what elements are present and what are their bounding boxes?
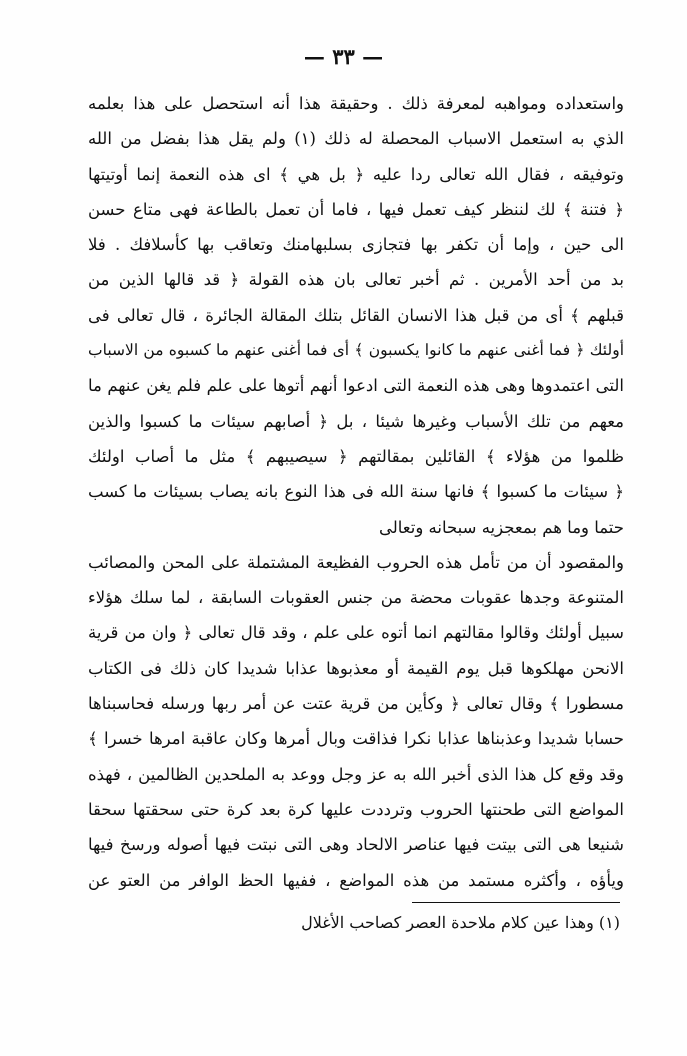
- text-line: التى اعتمدوها وهى هذه النعمة التى ادعوا أنهم أتوها على علم فلم يغن عنهم ما: [88, 376, 624, 396]
- text-line: المواضع التى طحنتها الحروب وترددت عليها كرة بعد كرة حتى سحقتها سحقا: [88, 799, 624, 819]
- text-line: بد من أحد الأمرين . ثم أخبر تعالى بان هذه القولة ﴿ قد قالها الذين من: [88, 270, 624, 290]
- page-number: — ٣٣ —: [303, 44, 384, 69]
- text-line: الانحن مهلكوها قبل يوم القيمة أو معذبوها عذابا شديدا كان ذلك فى الكتاب: [88, 658, 624, 678]
- text-line: سبيل أولئك وقالوا مقالتهم انما أتوه على علم ، وقد قال تعالى ﴿ وان من قرية: [88, 623, 624, 643]
- text-line: حتما وما هم بمعجزيه سبحانه وتعالى: [378, 517, 624, 537]
- text-line: والمقصود أن من تأمل هذه الحروب الفظيعة المشتملة على المحن والمصائب: [88, 552, 624, 572]
- footnote: (١) وهذا عين كلام ملاحدة العصر كصاحب الأغلال: [301, 913, 620, 932]
- text-line: وتوفيقه ، فقال الله تعالى ردا عليه ﴿ بل هي ﴾ اى هذه النعمة إنما أوتيتها: [88, 164, 624, 184]
- text-line: الذي به استعمل الاسباب المحصلة له ذلك (١) ولم يقل هذا بفضل من الله: [88, 129, 624, 149]
- text-line: حسابا شديدا وعذبناها عذابا نكرا فذاقت وبال أمرها وكان عاقبة امرها خسرا ﴾: [88, 729, 624, 749]
- text-line: ﴿ فتنة ﴾ لك لننظر كيف تعمل فيها ، فاما أن تعمل بالطاعة فهى متاع حسن: [88, 199, 624, 219]
- text-line: قبلهم ﴾ أى من قبل هذا الانسان القائل بتلك المقالة الجائرة ، قال تعالى فى: [88, 305, 624, 325]
- footnote-divider: [412, 902, 620, 903]
- text-line: شنيعا هى التى بيتت فيها عناصر الالحاد وهى التى نبتت فيها أصوله ورسخ فيها: [88, 835, 624, 855]
- text-line: الى حين ، وإما أن تكفر بها فتجازى بسلبهامنك وتعاقب بها كأسلافك . فلا: [88, 235, 624, 255]
- body-text: [88, 86, 624, 898]
- text-line: ويأؤه ، وأكثره مستمد من هذه المواضع ، ففيها الحظ الوافر من العتو عن: [88, 870, 624, 890]
- text-line: معهم من تلك الأسباب وغيرها شيئا ، بل ﴿ أصابهم سيئات ما كسبوا والذين: [88, 411, 624, 431]
- text-line: ﴿ سيئات ما كسبوا ﴾ فانها سنة الله فى هذا النوع بانه يصاب بسيئات ما كسب: [88, 482, 624, 502]
- text-line: المتنوعة وجدها عقوبات محضة من جنس العقوبات السابقة ، لما سلك هؤلاء: [88, 588, 624, 608]
- text-line: وقد وقع كل هذا الذى أخبر الله به عز وجل ووعد به الملحدين الظالمين ، فهذه: [88, 764, 624, 784]
- text-line: واستعداده ومواهبه لمعرفة ذلك . وحقيقة هذا أنه استحصل على هذا بعلمه: [88, 94, 624, 113]
- text-line: أولئك ﴿ فما أغنى عنهم ما كانوا يكسبون ﴾ أى فما أغنى عنهم ما كسبوه من الاسباب: [88, 341, 624, 360]
- text-line: ظلموا من هؤلاء ﴾ القائلين بمقالتهم ﴿ سيصيبهم ﴾ مثل ما أصاب اولئك: [88, 446, 624, 466]
- text-line: مسطورا ﴾ وقال تعالى ﴿ وكأين من قرية عتت عن أمر ربها ورسله فحاسبناها: [88, 694, 624, 714]
